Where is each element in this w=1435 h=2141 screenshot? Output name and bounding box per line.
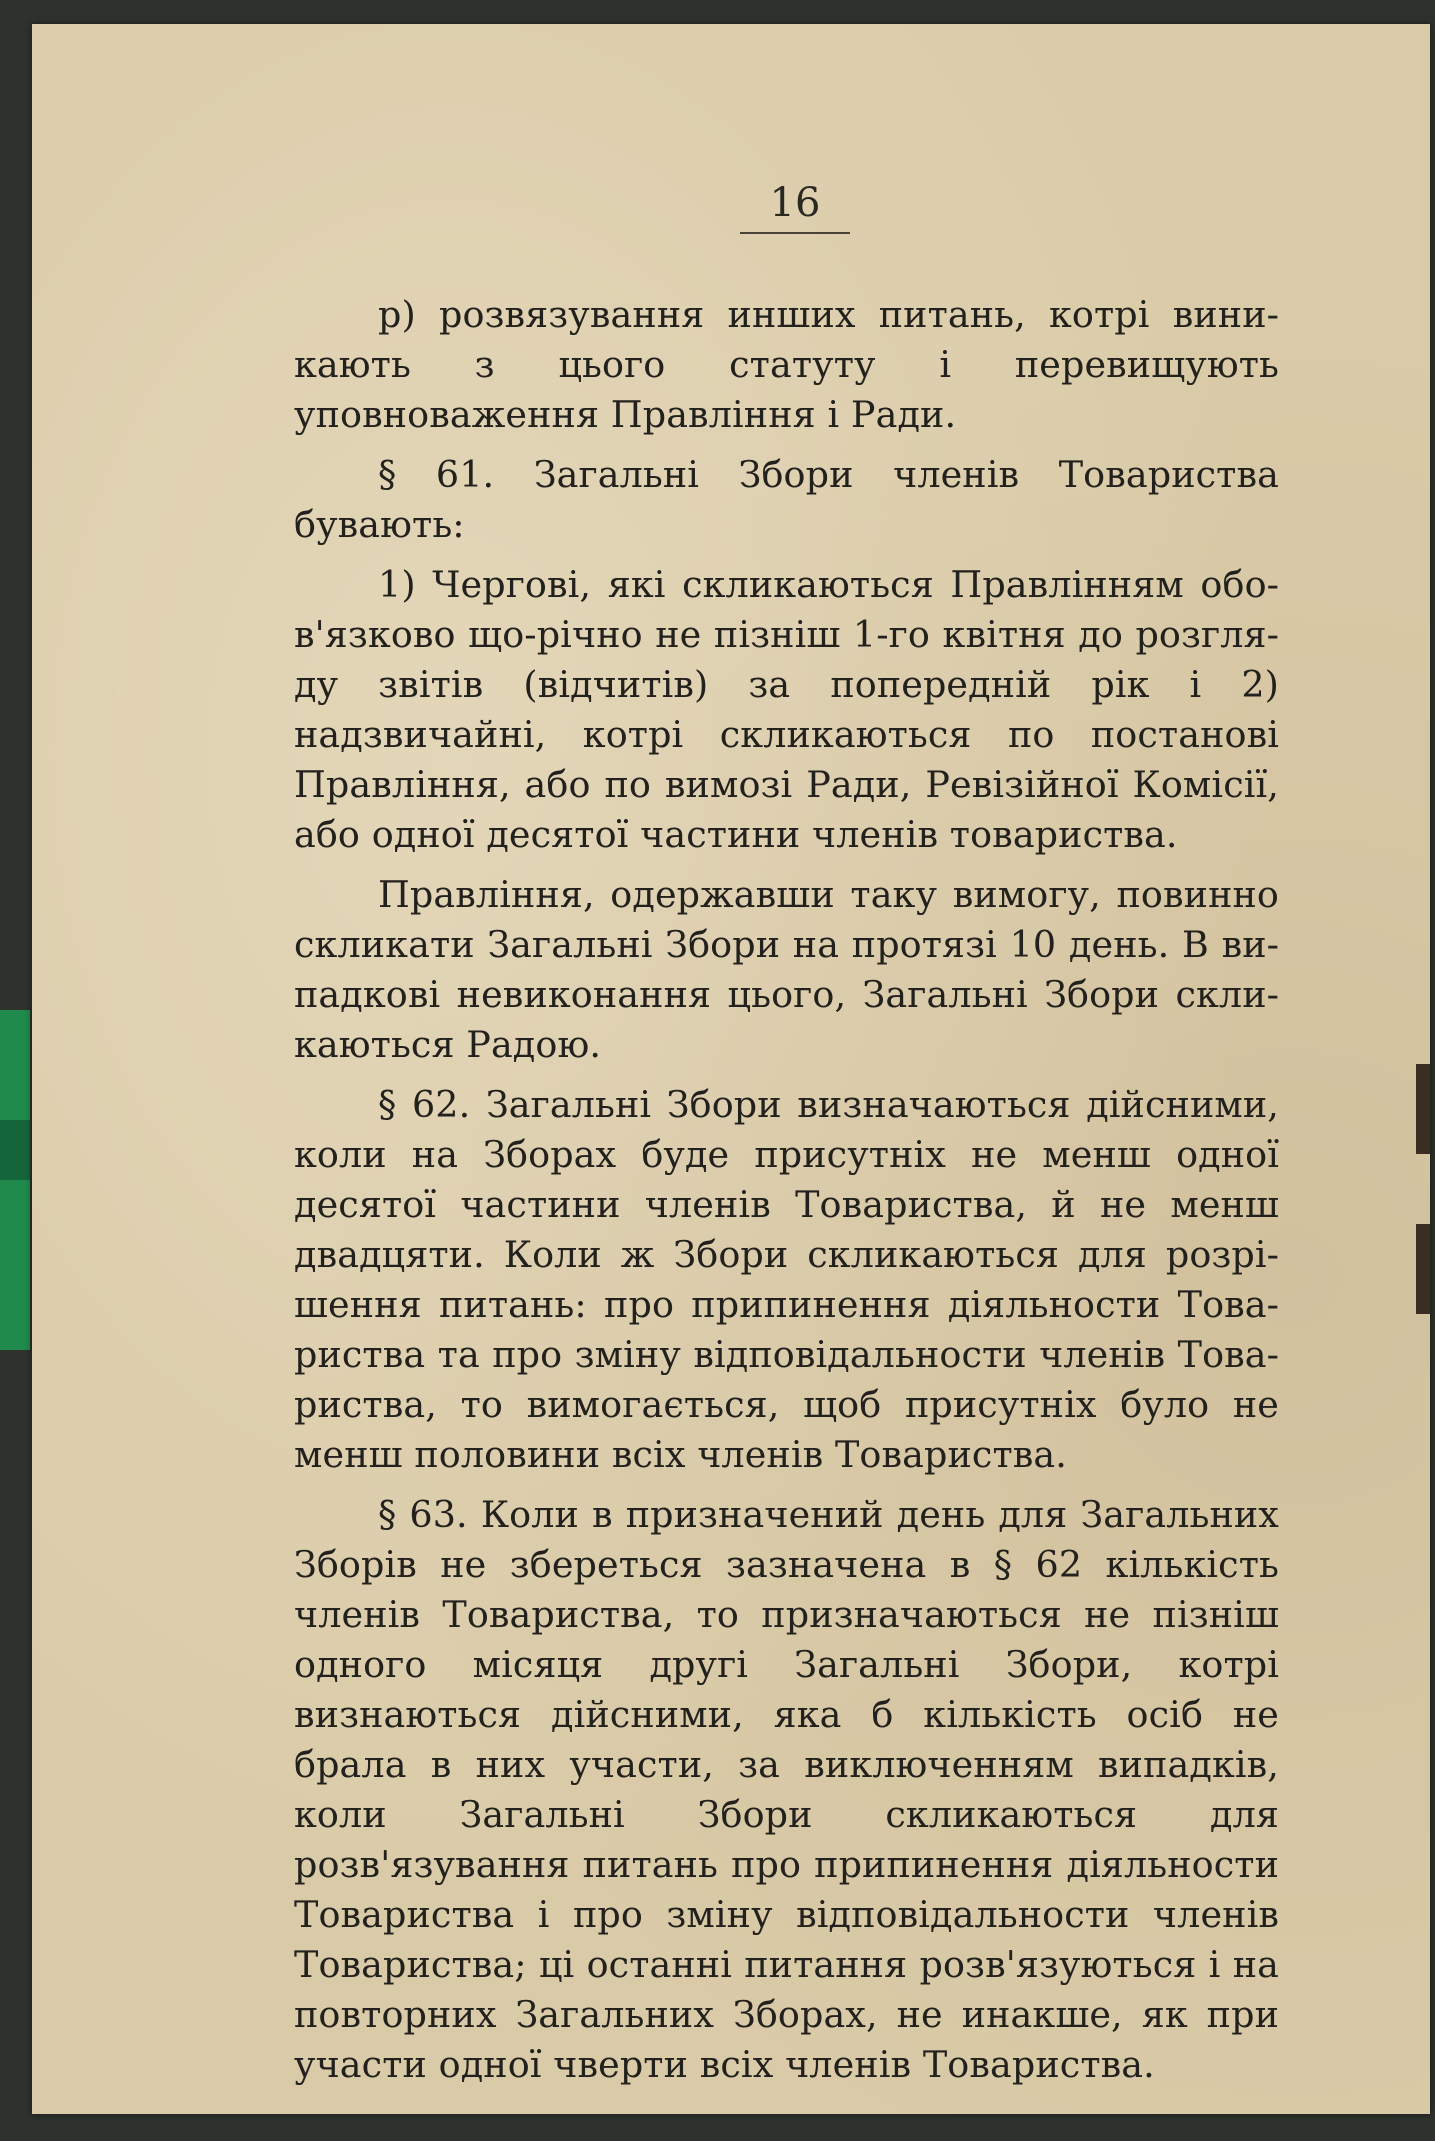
paragraph-63: § 63. Коли в призначений день для Загальних Зборів не збереться зазначена в § 62 кількість членів Товариства, то призначаються не пізніш одного місяця другі Загальні Збори, котрі визнаються дійсними, яка б кількість осіб не брала в них участи, за виключенням випадків, коли Загальні Збори скликаються для розв'язування питань про припинення діяльности Товариства і про зміну відповідальности членів Товариства; ці останні питання розв'язуються і на повторних Загальних Зборах, не инакше, як при участи одної чверти всіх членів Товариства. <box>294 1493 1279 2086</box>
paragraph-61: § 61. Загальні Збори членів Товариства бувають: <box>294 453 1279 546</box>
paragraph-clause-r: р) розвязування инших питань, котрі виникають з цього статуту і перевищують уповноваження Правління і Ради. <box>294 293 1279 436</box>
page-edge-shadow <box>1416 1064 1430 1154</box>
body-text <box>294 290 1279 2100</box>
green-background-strip <box>0 1010 30 1350</box>
page-edge-shadow <box>1416 1224 1430 1314</box>
paragraph-61-1: 1) Чергові, які скликаються Правлінням обов'язково що-річно не пізніш 1-го квітня до розгляду звітів (відчитів) за попередній рік і 2) надзвичайні, котрі скликаються по постанові Правління, або по вимозі Ради, Ревізійної Комісії, або одної десятої частини членів товариства. <box>294 563 1279 856</box>
page-number: 16 <box>740 180 850 234</box>
paragraph-61-board: Правління, одержавши таку вимогу, повинно скликати Загальні Збори на протязі 10 день. В випадкові невиконання цього, Загальні Збори скликаються Радою. <box>294 873 1279 1066</box>
paragraph-62: § 62. Загальні Збори визначаються дійсними, коли на Зборах буде присутніх не менш одної десятої частини членів Товариства, й не менш двадцяти. Коли ж Збори скликаються для розрішення питань: про припинення діяльности Товариства та про зміну відповідальности членів Товариства, то вимогається, щоб присутніх було не менш половини всіх членів Товариства. <box>294 1083 1279 1476</box>
